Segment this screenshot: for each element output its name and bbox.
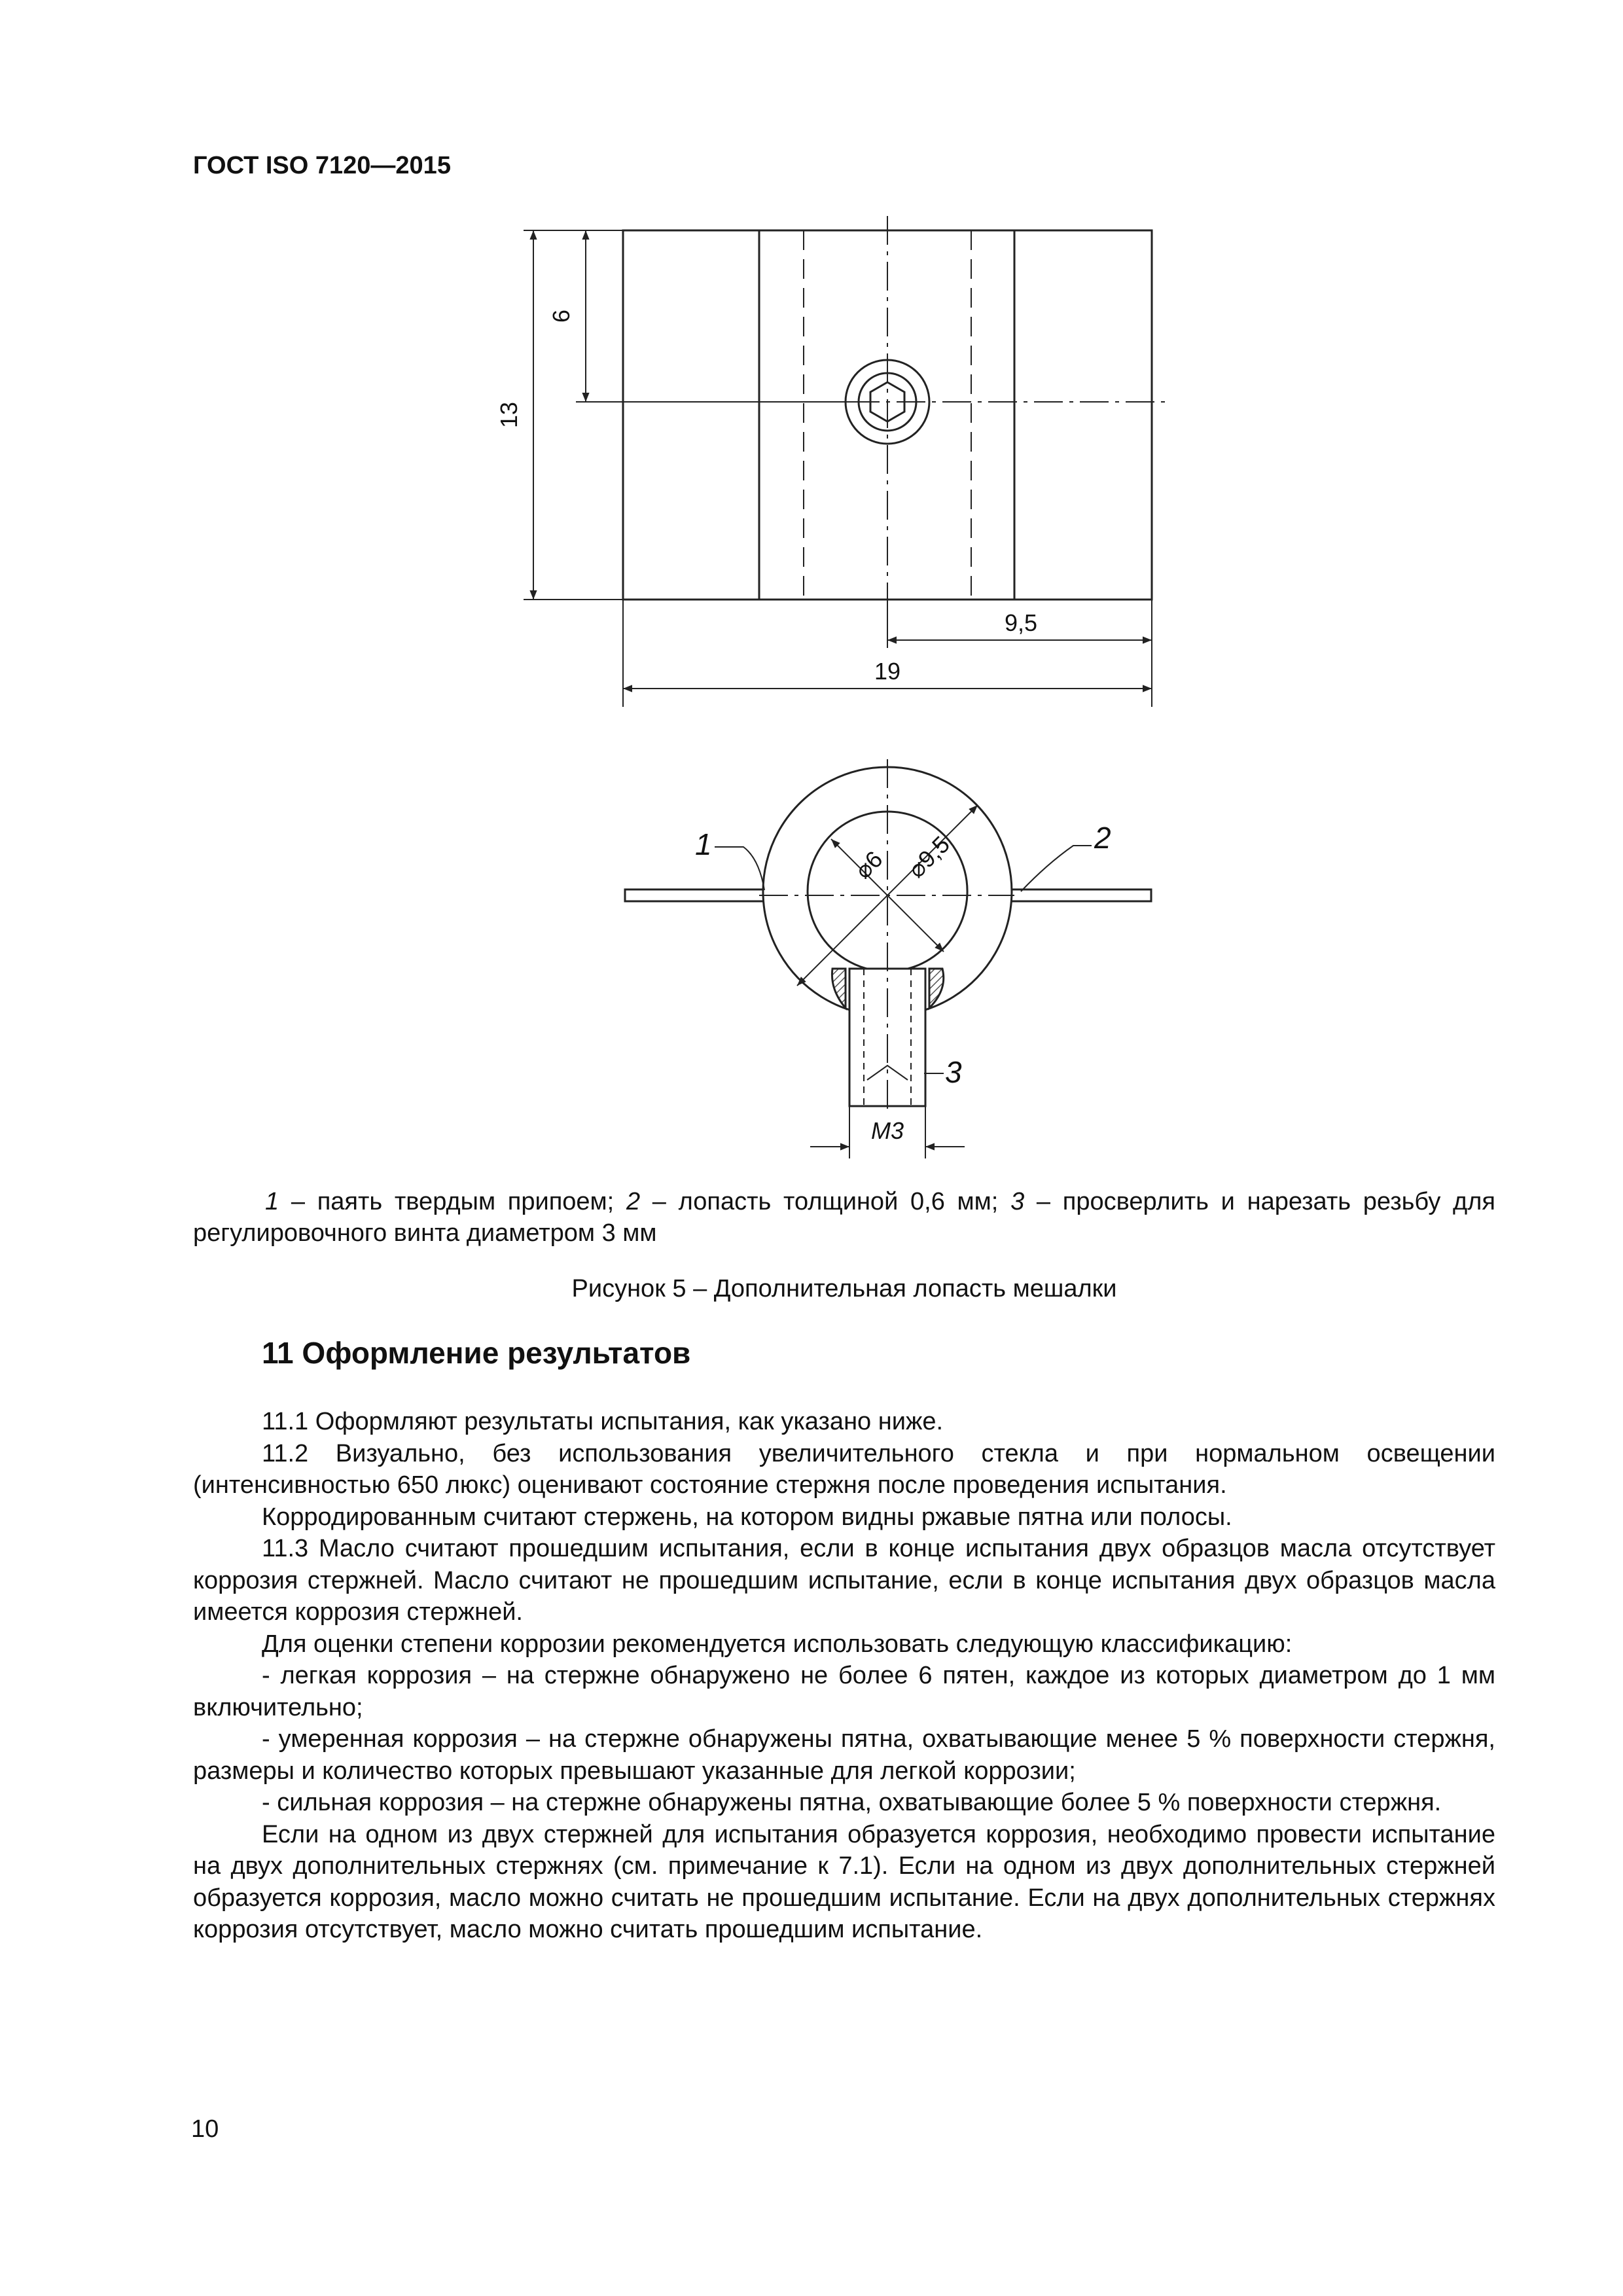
dimension-label-dia6: ⌀6 bbox=[849, 845, 888, 884]
list-item: - сильная коррозия – на стержне обнаружены пятна, охватывающие более 5 % поверхности стержня. bbox=[262, 1789, 1442, 1816]
legend-text-2: – лопасть толщиной 0,6 мм; bbox=[640, 1188, 1011, 1215]
document-header: ГОСТ ISO 7120—2015 bbox=[193, 152, 451, 179]
paragraph: Для оценки степени коррозии рекомендуется использовать следующую классификацию: bbox=[262, 1630, 1293, 1658]
ring-side-view bbox=[625, 759, 1151, 1113]
callout-3: 3 bbox=[945, 1055, 962, 1089]
plate-top-view bbox=[623, 216, 1171, 615]
paragraph: 11.3 Масло считают прошедшим испытания, если в конце испытания двух образцов масла отсутствует коррозия стержней. Масло считают не прошедшим испытание, если в конце испытания двух образцов масла имеется коррозия стержней. bbox=[193, 1535, 1495, 1626]
callout-1: 1 bbox=[695, 827, 712, 861]
section-body bbox=[193, 1406, 1495, 1946]
paragraph: Если на одном из двух стержней для испытания образуется коррозия, необходимо провести испытание на двух дополнительных стержнях (см. примечание к 7.1). Если на одном из двух дополнительных стержней образуется коррозия, масло можно считать не прошедшим испытание. Если на двух дополнительных стержнях коррозия отсутствует, масло можно считать прошедшим испытание. bbox=[193, 1820, 1495, 1943]
section-heading: 11 Оформление результатов bbox=[262, 1336, 691, 1370]
legend-text-1: – паять твердым припоем; bbox=[279, 1188, 626, 1215]
paragraph: 11.2 Визуально, без использования увеличительного стекла и при нормальном освещении (интенсивностью 650 люкс) оценивают состояние стержня после проведения испытания. bbox=[193, 1439, 1495, 1499]
dimension-label-dia9-5: ⌀9,5 bbox=[902, 831, 955, 884]
dimension-label-13: 13 bbox=[495, 401, 522, 429]
figure-legend bbox=[193, 1186, 1495, 1249]
dimension-label-6: 6 bbox=[548, 309, 575, 323]
callout-2: 2 bbox=[1094, 821, 1111, 855]
legend-num-1: 1 bbox=[265, 1188, 279, 1215]
legend-num-3: 3 bbox=[1010, 1188, 1025, 1215]
dimension-13 bbox=[524, 230, 623, 600]
page-number: 10 bbox=[191, 2115, 219, 2143]
legend-num-2: 2 bbox=[626, 1188, 641, 1215]
dimension-label-19: 19 bbox=[874, 658, 901, 685]
paragraph: Корродированным считают стержень, на котором видны ржавые пятна или полосы. bbox=[262, 1503, 1232, 1531]
paragraph: 11.1 Оформляют результаты испытания, как указано ниже. bbox=[262, 1408, 944, 1435]
figure-caption: Рисунок 5 – Дополнительная лопасть мешалки bbox=[571, 1275, 1117, 1302]
dimension-label-9-5: 9,5 bbox=[1004, 609, 1038, 636]
list-item: - легкая коррозия – на стержне обнаружено не более 6 пятен, каждое из которых диаметром до 1 мм включительно; bbox=[193, 1662, 1495, 1721]
dimension-6 bbox=[576, 230, 851, 402]
legend-text-3: – просверлить и нарезать резьбу для регулировочного винта диаметром 3 мм bbox=[193, 1188, 1495, 1247]
dimension-label-m3: М3 bbox=[870, 1117, 904, 1144]
list-item: - умеренная коррозия – на стержне обнаружены пятна, охватывающие менее 5 % поверхности стержня, размеры и количество которых превышают указанные для легкой коррозии; bbox=[193, 1725, 1495, 1785]
